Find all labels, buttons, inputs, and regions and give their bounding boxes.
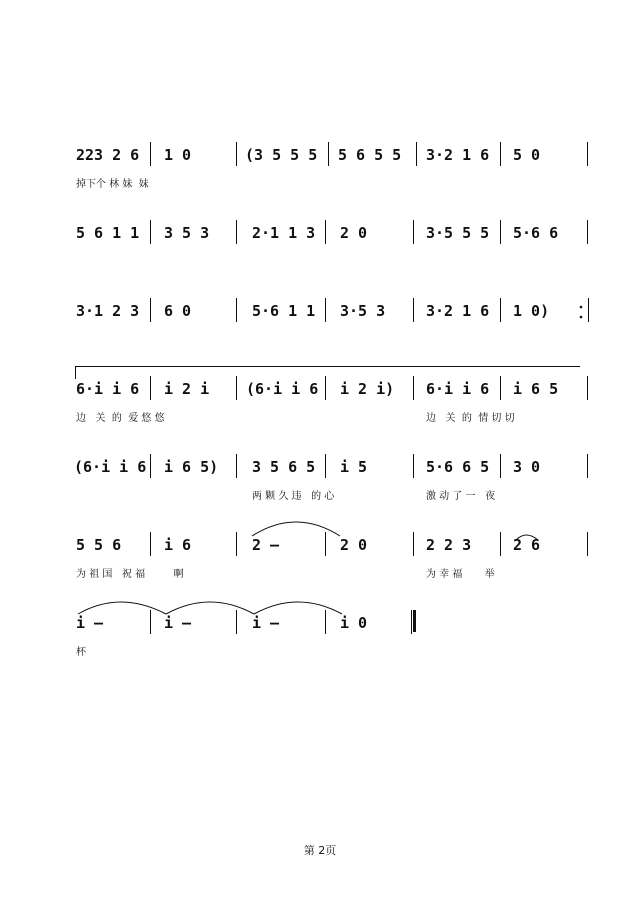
measure-notes: 2·1 1 3 — [252, 224, 316, 242]
barline — [500, 142, 501, 166]
measure-notes: i 2 i — [164, 380, 210, 398]
measure-notes: i 0 — [340, 614, 368, 632]
measure-notes: 2 6 — [513, 536, 541, 554]
lyric-line: 为 幸 福 举 — [426, 569, 495, 580]
barline — [236, 610, 237, 634]
measure-notes: 2 0 — [340, 536, 368, 554]
barline — [413, 454, 414, 478]
measure-notes: 3·2 1 6 — [426, 146, 490, 164]
barline — [236, 454, 237, 478]
measure-notes: 3·1 2 3 — [76, 302, 140, 320]
barline — [150, 454, 151, 478]
measure-notes: 5 6 1 1 — [76, 224, 140, 242]
tie-arc — [252, 522, 340, 536]
measure-notes: 6 0 — [164, 302, 192, 320]
barline — [236, 142, 237, 166]
repeat-dot — [580, 306, 583, 309]
lyric-line: 边 关 的 爱 悠 悠 — [76, 413, 165, 424]
barline — [588, 298, 589, 322]
tie-arc — [254, 602, 342, 614]
measure-notes: i 2 i) — [340, 380, 395, 398]
measure-notes: 5·6 6 — [513, 224, 559, 242]
barline — [325, 454, 326, 478]
barline — [236, 376, 237, 400]
measure-notes: 2 2 3 — [426, 536, 472, 554]
barline — [500, 220, 501, 244]
barline — [325, 610, 326, 634]
measure-notes: 3·5 3 — [340, 302, 386, 320]
final-barline — [413, 610, 416, 632]
measure-notes: 3 0 — [513, 458, 541, 476]
measure-notes: 3·2 1 6 — [426, 302, 490, 320]
barline — [236, 220, 237, 244]
barline — [328, 142, 329, 166]
measure-notes: 6·i i 6 — [76, 380, 140, 398]
measure-notes: i 6 — [164, 536, 192, 554]
tie-arc — [78, 602, 166, 614]
barline — [150, 376, 151, 400]
barline — [325, 376, 326, 400]
barline — [500, 454, 501, 478]
lyric-line: 掉下个 林 妹 妹 — [76, 179, 149, 190]
lyric-line: 为 祖 国 祝 福 啊 — [76, 569, 184, 580]
barline — [500, 376, 501, 400]
measure-notes: 5 6 5 5 — [338, 146, 402, 164]
page-number: 第 2页 — [303, 844, 337, 857]
barline — [587, 220, 588, 244]
barline — [236, 298, 237, 322]
measure-notes: (6·i i 6 — [246, 380, 319, 398]
barline — [587, 454, 588, 478]
barline — [325, 298, 326, 322]
measure-notes: 2 0 — [340, 224, 368, 242]
measure-notes: i 5 — [340, 458, 368, 476]
measure-notes: 5 0 — [513, 146, 541, 164]
lyric-line: 杯 — [76, 647, 86, 658]
measure-notes: 1 0) — [513, 302, 550, 320]
measure-notes: 5·6 1 1 — [252, 302, 316, 320]
barline — [500, 532, 501, 556]
barline — [150, 142, 151, 166]
barline — [413, 532, 414, 556]
measure-notes: 6·i i 6 — [426, 380, 490, 398]
measure-notes: (6·i i 6 — [74, 458, 147, 476]
barline — [413, 298, 414, 322]
measure-notes: i – — [252, 614, 280, 632]
measure-notes: (3 5 5 5 — [245, 146, 318, 164]
measure-notes: 223 2 6 — [76, 146, 140, 164]
tie-arc — [166, 602, 254, 614]
barline — [500, 298, 501, 322]
barline — [150, 298, 151, 322]
measure-notes: 3 5 3 — [164, 224, 210, 242]
measure-notes: 5·6 6 5 — [426, 458, 490, 476]
barline — [416, 142, 417, 166]
measure-notes: i 6 5 — [513, 380, 559, 398]
measure-notes: 2 – — [252, 536, 280, 554]
measure-notes: 3 5 6 5 — [252, 458, 316, 476]
barline — [587, 142, 588, 166]
barline — [236, 532, 237, 556]
barline — [150, 220, 151, 244]
measure-notes: 3·5 5 5 — [426, 224, 490, 242]
measure-notes: 5 5 6 — [76, 536, 122, 554]
barline — [150, 532, 151, 556]
barline — [587, 376, 588, 400]
barline — [587, 532, 588, 556]
lyric-line: 边 关 的 情 切 切 — [426, 413, 515, 424]
repeat-dot — [580, 316, 583, 319]
barline — [325, 532, 326, 556]
barline — [411, 610, 412, 634]
measure-notes: i – — [164, 614, 192, 632]
measure-notes: i 6 5) — [164, 458, 219, 476]
barline — [413, 220, 414, 244]
barline — [150, 610, 151, 634]
barline — [413, 376, 414, 400]
barline — [325, 220, 326, 244]
measure-notes: i – — [76, 614, 104, 632]
lyric-line: 两 颗 久 违 的 心 — [252, 491, 335, 502]
lyric-line: 激 动 了 一 夜 — [426, 491, 496, 502]
measure-notes: 1 0 — [164, 146, 192, 164]
